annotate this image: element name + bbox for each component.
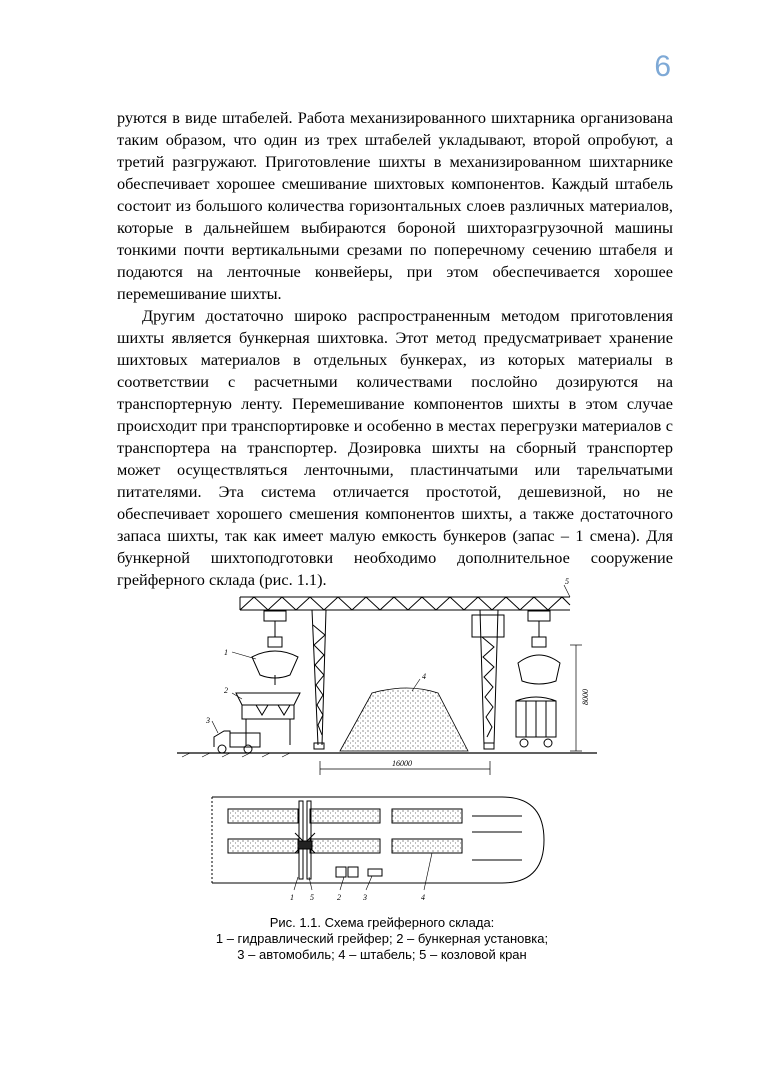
caption-line: 1 – гидравлический грейфер; 2 – бункерная установка;	[215, 931, 549, 946]
caption-line: 3 – автомобиль; 4 – штабель; 5 – козловой кран	[237, 947, 527, 962]
figure-grab-warehouse	[172, 575, 602, 915]
label-2-plan: 2	[337, 893, 341, 902]
label-3-plan: 3	[363, 893, 367, 902]
figure-caption	[0, 915, 764, 963]
dim-height: 8000	[581, 689, 590, 705]
paragraph: Другим достаточно широко распространенным методом приготовления шихты является бункерная шихтовка. Этот метод предусматривает хранение шихтовых материалов в отдельных бункерах, из которых материалы в соответствии с расчетными количествами послойно дозируются на транспортерную ленту. Перемешивание компонентов шихты в этом случае происходит при транспортировке и особенно в местах перегрузки материалов с транспортера на транспортер. Дозировка шихты на сборный транспортер может осуществляться ленточными, пластинчатыми или тарельчатыми питателями. Эта система отличается простотой, дешевизной, но не обеспечивает хорошего смешения компонентов шихты, а также достаточного запаса шихты, так как имеет малую емкость бункеров (запас – 1 смена). Для бункерной шихтоподготовки необходимо дополнительное сооружение грейферного склада (рис. 1.1).	[117, 306, 673, 589]
hydraulic-grab-right	[518, 611, 560, 684]
dim-width: 16000	[392, 759, 412, 768]
paragraph: руются в виде штабелей. Работа механизированного шихтарника организована таким образом, что один из трех штабелей укладывают, второй опробуют, а третий разгружают. Приготовление шихты в механизированном шихтарнике обеспечивает хорошее смешивание шихтовых компонентов. Каждый штабель состоит из большого количества горизонтальных слоев различных материалов, которые в дальнейшем выбираются бороной шихторазгрузочной машины тонкими почти вертикальными срезами по поперечному сечению штабеля и подаются на ленточные конвейеры, при этом обеспечивается хорошее перемешивание шихты.	[117, 108, 673, 303]
warehouse-diagram	[172, 575, 602, 915]
rail-wagon	[516, 697, 556, 747]
label-4-top: 4	[422, 672, 426, 681]
hydraulic-grab-left	[252, 611, 298, 685]
label-3-top: 3	[206, 716, 210, 725]
label-5-top: 5	[565, 577, 569, 586]
body-text	[117, 107, 673, 591]
label-5-plan: 5	[310, 893, 314, 902]
caption-title: Рис. 1.1. Схема грейферного склада:	[269, 915, 495, 930]
bunker-installation	[236, 693, 300, 745]
label-1-top: 1	[224, 648, 228, 657]
label-4-plan: 4	[421, 893, 425, 902]
stockpile	[340, 688, 468, 751]
truck	[214, 731, 260, 753]
page-number: 6	[654, 50, 671, 83]
plan-view	[212, 797, 544, 883]
label-1-plan: 1	[290, 893, 294, 902]
label-2-top: 2	[224, 686, 228, 695]
